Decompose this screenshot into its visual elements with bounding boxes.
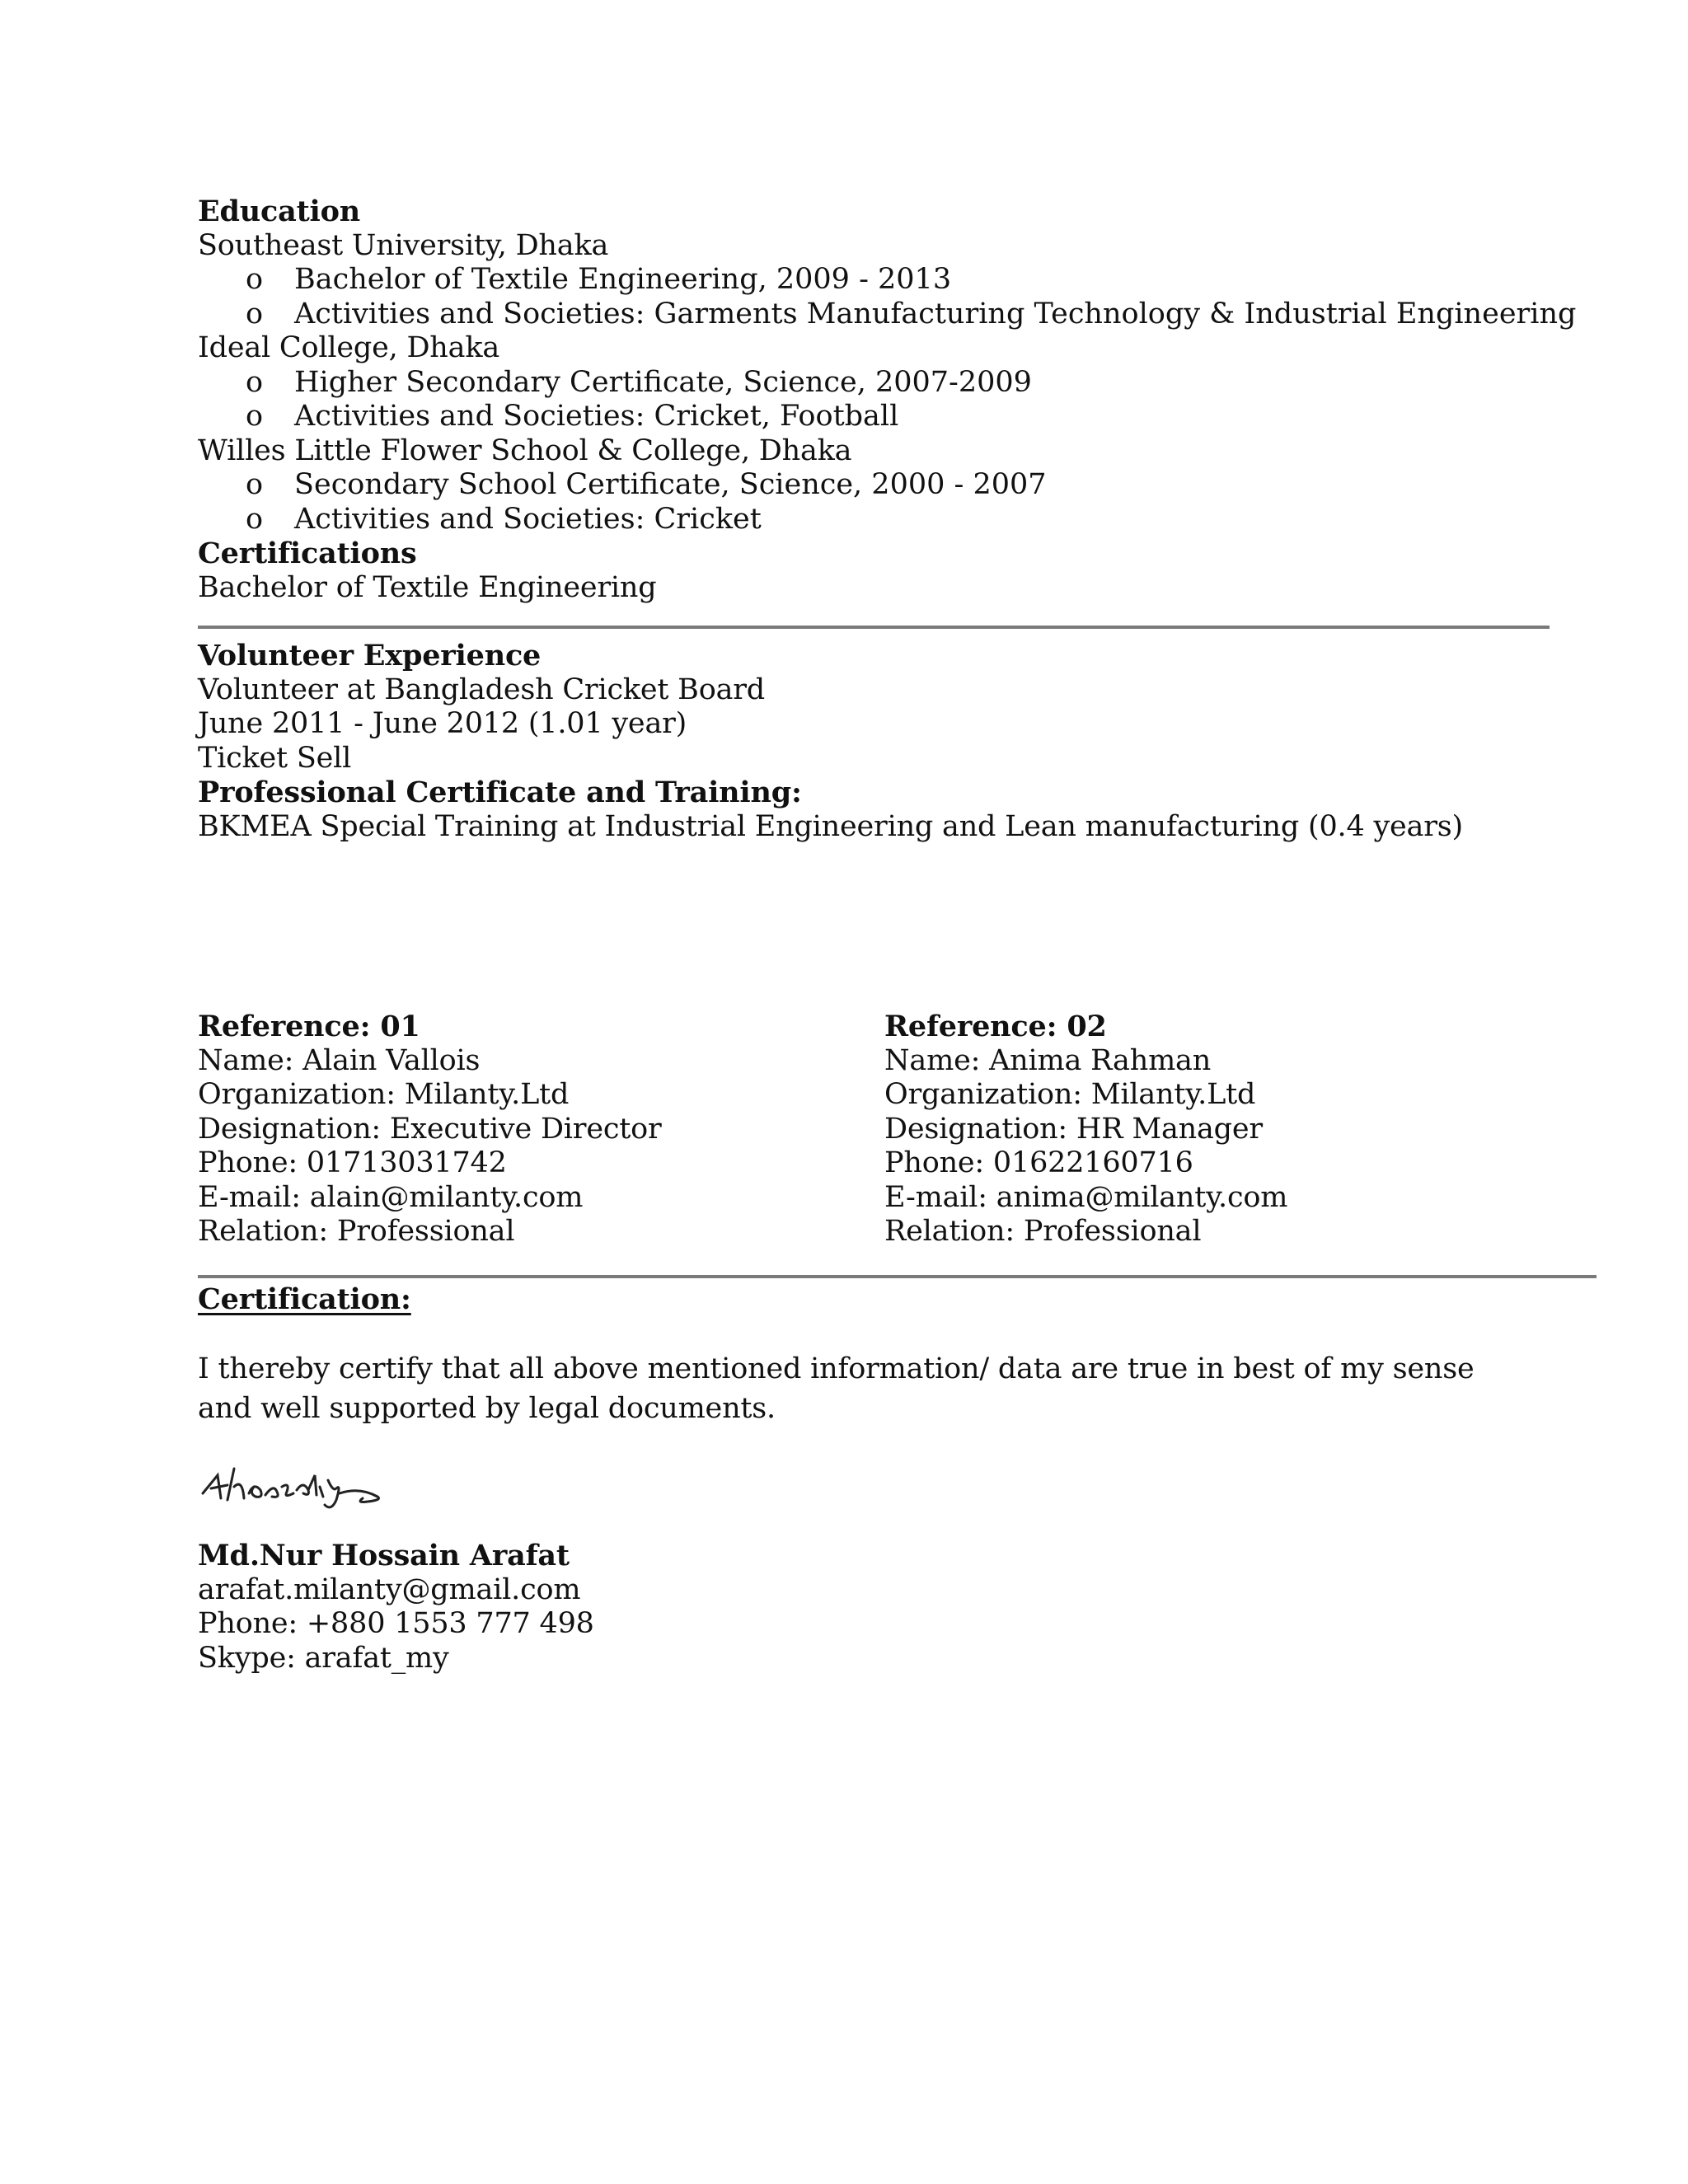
school-name: Ideal College, Dhaka [198, 331, 499, 364]
certifications-value: Bachelor of Textile Engineering [198, 571, 657, 604]
volunteer-role: Volunteer at Bangladesh Cricket Board [198, 673, 765, 706]
reference-heading: Reference: 01 [198, 1010, 420, 1043]
list-item-text: Bachelor of Textile Engineering, 2009 - 2013 [294, 263, 952, 296]
reference-organization: Organization: Milanty.Ltd [884, 1078, 1256, 1111]
training-heading: Professional Certificate and Training: [198, 776, 802, 809]
reference-card [884, 1010, 1560, 1249]
reference-relation: Relation: Professional [198, 1215, 515, 1248]
education-heading: Education [198, 194, 361, 228]
bullet-icon: o [246, 298, 264, 330]
volunteer-heading: Volunteer Experience [198, 639, 542, 673]
reference-designation: Designation: HR Manager [884, 1112, 1263, 1146]
volunteer-period: June 2011 - June 2012 (1.01 year) [198, 707, 687, 740]
list-item-text: Secondary School Certificate, Science, 2000 - 2007 [294, 468, 1047, 501]
signature-image [195, 1451, 409, 1516]
reference-card [198, 1010, 874, 1249]
reference-heading: Reference: 02 [884, 1010, 1107, 1043]
training-value: BKMEA Special Training at Industrial Engineering and Lean manufacturing (0.4 years) [198, 810, 1463, 843]
reference-phone: Phone: 01713031742 [198, 1146, 507, 1179]
reference-organization: Organization: Milanty.Ltd [198, 1078, 570, 1111]
bullet-icon: o [246, 263, 264, 296]
contact-name: Md.Nur Hossain Arafat [198, 1539, 570, 1572]
contact-email: arafat.milanty@gmail.com [198, 1573, 581, 1606]
reference-name: Name: Alain Vallois [198, 1043, 481, 1077]
reference-email: E-mail: alain@milanty.com [198, 1180, 584, 1214]
certification-statement: I thereby certify that all above mentioned information/ data are true in best of my sense and well supported by legal documents. [198, 1352, 1475, 1425]
reference-relation: Relation: Professional [884, 1215, 1202, 1248]
list-item-text: Activities and Societies: Garments Manufacturing Technology & Industrial Engineering [294, 298, 1577, 330]
reference-name: Name: Anima Rahman [884, 1043, 1212, 1077]
reference-email: E-mail: anima@milanty.com [884, 1180, 1288, 1214]
section-divider [198, 626, 1550, 629]
bullet-icon: o [246, 503, 264, 536]
list-item-text: Higher Secondary Certificate, Science, 2007-2009 [294, 366, 1032, 399]
certifications-heading: Certifications [198, 537, 417, 570]
certification-heading: Certification: [198, 1282, 411, 1316]
contact-skype: Skype: arafat_my [198, 1642, 449, 1675]
bullet-icon: o [246, 468, 264, 501]
list-item-text: Activities and Societies: Cricket, Football [294, 400, 899, 433]
school-name: Willes Little Flower School & College, Dhaka [198, 434, 852, 467]
section-divider [198, 1275, 1597, 1278]
contact-phone: Phone: +880 1553 777 498 [198, 1607, 594, 1640]
bullet-icon: o [246, 400, 264, 433]
reference-designation: Designation: Executive Director [198, 1112, 662, 1146]
volunteer-task: Ticket Sell [198, 742, 352, 775]
list-item-text: Activities and Societies: Cricket [294, 503, 762, 536]
school-name: Southeast University, Dhaka [198, 229, 609, 262]
reference-phone: Phone: 01622160716 [884, 1146, 1193, 1179]
bullet-icon: o [246, 366, 264, 399]
